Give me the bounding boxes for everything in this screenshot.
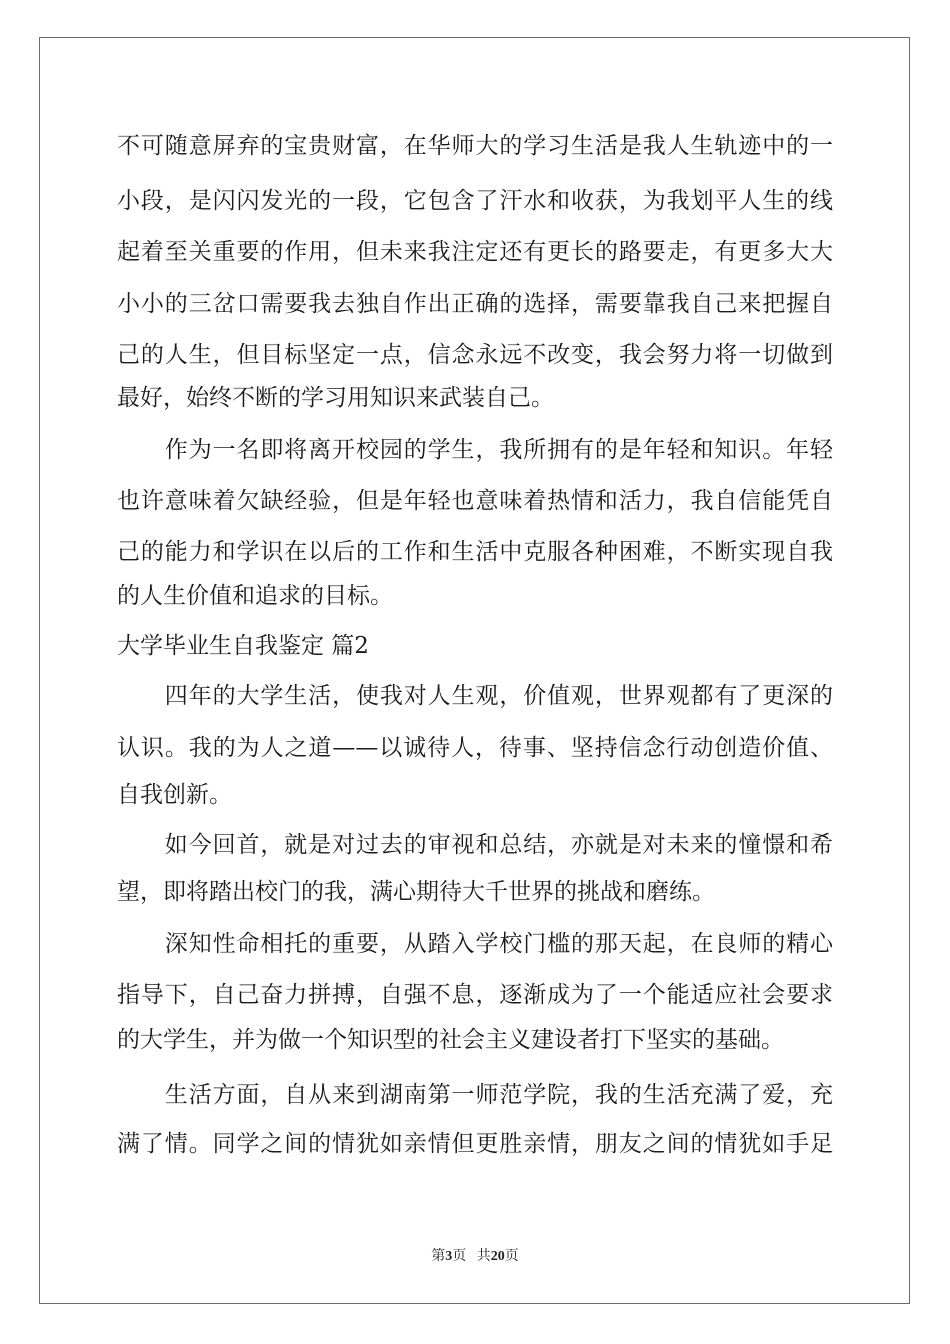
footer-prefix: 第 [431, 1249, 446, 1264]
text-line: 不可随意屏弃的宝贵财富，在华师大的学习生活是我人生轨迹中的一 [117, 133, 833, 159]
page-border [39, 37, 910, 1304]
text-line: 小小的三岔口需要我去独自作出正确的选择，需要靠我自己来把握自 [117, 291, 833, 317]
text-line: 己的人生，但目标坚定一点，信念永远不改变，我会努力将一切做到 [117, 342, 833, 368]
text-line: 四年的大学生活，使我对人生观，价值观，世界观都有了更深的 [117, 683, 833, 709]
text-line: 满了情。同学之间的情犹如亲情但更胜亲情，朋友之间的情犹如手足 [117, 1131, 833, 1157]
text-line: 望，即将踏出校门的我，满心期待大千世界的挑战和磨练。 [117, 879, 715, 905]
text-line: 自我创新。 [117, 782, 232, 808]
total-pages: 20 [490, 1249, 505, 1264]
text-line: 作为一名即将离开校园的学生，我所拥有的是年轻和知识。年轻 [117, 437, 833, 463]
section-heading: 大学毕业生自我鉴定 篇2 [117, 633, 369, 659]
total-suffix: 页 [504, 1249, 519, 1264]
total-prefix: 共 [476, 1249, 491, 1264]
text-line: 的人生价值和追求的目标。 [117, 583, 393, 609]
text-line: 也许意味着欠缺经验，但是年轻也意味着热情和活力，我自信能凭自 [117, 488, 833, 514]
page-footer [0, 1248, 950, 1266]
page-number: 3 [445, 1249, 453, 1264]
text-line: 己的能力和学识在以后的工作和生活中克服各种困难，不断实现自我 [117, 539, 833, 565]
page-suffix: 页 [452, 1249, 467, 1264]
text-line: 最好，始终不断的学习用知识来武装自己。 [117, 385, 554, 411]
text-line: 起着至关重要的作用，但未来我注定还有更长的路要走，有更多大大 [117, 239, 833, 265]
text-line: 小段，是闪闪发光的一段，它包含了汗水和收获，为我划平人生的线 [117, 188, 833, 214]
text-line: 深知性命相托的重要，从踏入学校门槛的那天起，在良师的精心 [117, 931, 833, 957]
text-line: 指导下，自己奋力拼搏，自强不息，逐渐成为了一个能适应社会要求 [117, 982, 833, 1008]
text-line: 生活方面，自从来到湖南第一师范学院，我的生活充满了爱，充 [117, 1082, 833, 1108]
text-line: 如今回首，就是对过去的审视和总结，亦就是对未来的憧憬和希 [117, 832, 833, 858]
text-line: 的大学生，并为做一个知识型的社会主义建设者打下坚实的基础。 [117, 1027, 784, 1053]
text-line: 认识。我的为人之道——以诚待人，待事、坚持信念行动创造价值、 [117, 735, 833, 761]
